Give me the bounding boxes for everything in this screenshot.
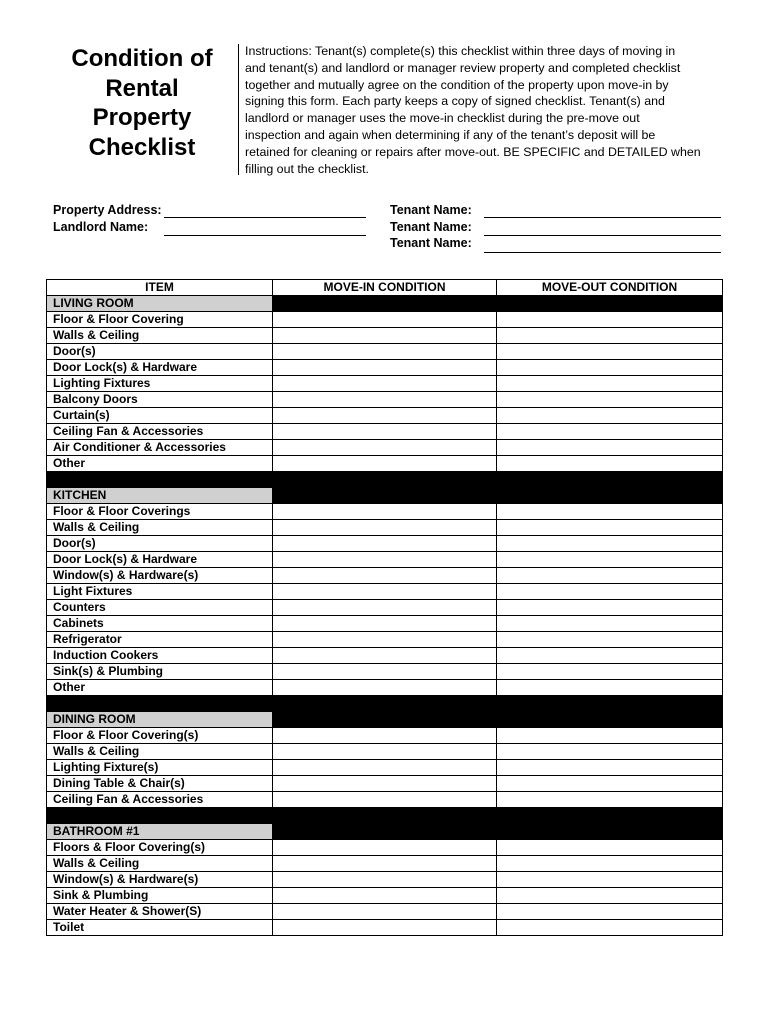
tenant-name-line-3[interactable] [484, 252, 721, 253]
move-in-condition-cell[interactable] [273, 727, 497, 743]
move-out-condition-cell[interactable] [497, 631, 723, 647]
tenant-name-label-3: Tenant Name: [390, 236, 472, 250]
landlord-name-line[interactable] [164, 235, 366, 236]
item-name: Other [47, 679, 273, 695]
section-header-fill [497, 487, 723, 503]
item-name: Induction Cookers [47, 647, 273, 663]
section-row-bathroom-1 [47, 823, 723, 839]
property-address-label: Property Address: [53, 203, 162, 217]
move-out-condition-cell[interactable] [497, 392, 723, 408]
table-row [47, 615, 723, 631]
landlord-name-label: Landlord Name: [53, 220, 149, 234]
section-header-fill [273, 823, 497, 839]
item-name: Floor & Floor Coverings [47, 503, 273, 519]
move-out-condition-cell[interactable] [497, 743, 723, 759]
section-spacer-row [47, 695, 723, 711]
move-in-condition-cell[interactable] [273, 791, 497, 807]
move-out-condition-cell[interactable] [497, 663, 723, 679]
item-name: Other [47, 456, 273, 472]
move-in-condition-cell[interactable] [273, 360, 497, 376]
table-row [47, 440, 723, 456]
move-in-condition-cell[interactable] [273, 871, 497, 887]
table-row [47, 887, 723, 903]
table-row [47, 871, 723, 887]
move-out-condition-cell[interactable] [497, 599, 723, 615]
table-row [47, 312, 723, 328]
table-row [47, 775, 723, 791]
move-out-condition-cell[interactable] [497, 519, 723, 535]
table-row [47, 424, 723, 440]
move-out-condition-cell[interactable] [497, 647, 723, 663]
move-out-condition-cell[interactable] [497, 440, 723, 456]
header-move-out-condition: MOVE-OUT CONDITION [497, 280, 723, 296]
instructions-text: Instructions: Tenant(s) complete(s) this checklist within three days of moving in and tenant(s) and landlord or manager review property and completed checklist together and mutually agree on the condition of the property upon move-in by signing this form. Each party keeps a copy of signed checklist. Tenant(s) and landlord or manager uses the move-in checklist during the pre-move out inspection and again when determining if any of the tenant’s deposit will be retained for cleaning or repairs after move-out. BE SPECIFIC and DETAILED when filling out the checklist. [245, 44, 701, 176]
move-in-condition-cell[interactable] [273, 743, 497, 759]
move-out-condition-cell[interactable] [497, 759, 723, 775]
item-name: Walls & Ceiling [47, 328, 273, 344]
move-in-condition-cell[interactable] [273, 392, 497, 408]
move-in-condition-cell[interactable] [273, 408, 497, 424]
tenant-name-line-2[interactable] [484, 235, 721, 236]
move-in-condition-cell[interactable] [273, 312, 497, 328]
table-row [47, 759, 723, 775]
spacer-cell [47, 695, 273, 711]
section-name: DINING ROOM [47, 711, 273, 727]
move-in-condition-cell[interactable] [273, 615, 497, 631]
item-name: Balcony Doors [47, 392, 273, 408]
header-move-in-condition: MOVE-IN CONDITION [273, 280, 497, 296]
item-name: Door(s) [47, 535, 273, 551]
move-in-condition-cell[interactable] [273, 344, 497, 360]
item-name: Floor & Floor Covering(s) [47, 727, 273, 743]
move-in-condition-cell[interactable] [273, 855, 497, 871]
move-out-condition-cell[interactable] [497, 855, 723, 871]
table-row [47, 663, 723, 679]
table-row [47, 328, 723, 344]
move-in-condition-cell[interactable] [273, 839, 497, 855]
item-name: Water Heater & Shower(S) [47, 903, 273, 919]
move-out-condition-cell[interactable] [497, 535, 723, 551]
move-in-condition-cell[interactable] [273, 535, 497, 551]
item-name: Light Fixtures [47, 583, 273, 599]
spacer-cell [497, 472, 723, 488]
item-name: Window(s) & Hardware(s) [47, 567, 273, 583]
tenant-name-label-1: Tenant Name: [390, 203, 472, 217]
item-name: Window(s) & Hardware(s) [47, 871, 273, 887]
move-out-condition-cell[interactable] [497, 791, 723, 807]
move-out-condition-cell[interactable] [497, 551, 723, 567]
item-name: Floor & Floor Covering [47, 312, 273, 328]
section-header-fill [273, 711, 497, 727]
move-out-condition-cell[interactable] [497, 919, 723, 935]
move-in-condition-cell[interactable] [273, 631, 497, 647]
table-row [47, 727, 723, 743]
table-row [47, 408, 723, 424]
move-out-condition-cell[interactable] [497, 312, 723, 328]
move-in-condition-cell[interactable] [273, 919, 497, 935]
move-in-condition-cell[interactable] [273, 551, 497, 567]
table-row [47, 743, 723, 759]
item-name: Lighting Fixture(s) [47, 759, 273, 775]
table-row [47, 791, 723, 807]
move-in-condition-cell[interactable] [273, 503, 497, 519]
section-header-fill [497, 823, 723, 839]
item-name: Walls & Ceiling [47, 855, 273, 871]
move-in-condition-cell[interactable] [273, 903, 497, 919]
move-out-condition-cell[interactable] [497, 567, 723, 583]
table-row [47, 919, 723, 935]
table-row [47, 535, 723, 551]
item-name: Lighting Fixtures [47, 376, 273, 392]
table-row [47, 647, 723, 663]
move-in-condition-cell[interactable] [273, 647, 497, 663]
move-in-condition-cell[interactable] [273, 663, 497, 679]
section-header-fill [497, 296, 723, 312]
item-name: Walls & Ceiling [47, 519, 273, 535]
move-out-condition-cell[interactable] [497, 328, 723, 344]
move-out-condition-cell[interactable] [497, 903, 723, 919]
table-row [47, 519, 723, 535]
item-name: Door(s) [47, 344, 273, 360]
table-row [47, 360, 723, 376]
item-name: Air Conditioner & Accessories [47, 440, 273, 456]
item-name: Ceiling Fan & Accessories [47, 424, 273, 440]
move-in-condition-cell[interactable] [273, 887, 497, 903]
section-spacer-row [47, 472, 723, 488]
move-out-condition-cell[interactable] [497, 775, 723, 791]
move-in-condition-cell[interactable] [273, 456, 497, 472]
table-row [47, 599, 723, 615]
item-name: Door Lock(s) & Hardware [47, 551, 273, 567]
tenant-name-label-2: Tenant Name: [390, 220, 472, 234]
move-out-condition-cell[interactable] [497, 583, 723, 599]
move-out-condition-cell[interactable] [497, 871, 723, 887]
move-out-condition-cell[interactable] [497, 360, 723, 376]
table-row [47, 679, 723, 695]
item-name: Door Lock(s) & Hardware [47, 360, 273, 376]
section-header-fill [273, 296, 497, 312]
table-row [47, 456, 723, 472]
item-name: Walls & Ceiling [47, 743, 273, 759]
item-name: Cabinets [47, 615, 273, 631]
section-spacer-row [47, 807, 723, 823]
move-out-condition-cell[interactable] [497, 679, 723, 695]
move-out-condition-cell[interactable] [497, 424, 723, 440]
item-name: Counters [47, 599, 273, 615]
move-out-condition-cell[interactable] [497, 615, 723, 631]
spacer-cell [497, 807, 723, 823]
spacer-cell [273, 695, 497, 711]
section-header-fill [273, 487, 497, 503]
spacer-cell [47, 807, 273, 823]
item-name: Refrigerator [47, 631, 273, 647]
table-row [47, 903, 723, 919]
move-out-condition-cell[interactable] [497, 887, 723, 903]
table-row [47, 855, 723, 871]
table-row [47, 567, 723, 583]
item-name: Sink & Plumbing [47, 887, 273, 903]
item-name: Ceiling Fan & Accessories [47, 791, 273, 807]
item-name: Floors & Floor Covering(s) [47, 839, 273, 855]
title-divider [238, 44, 239, 175]
table-row [47, 583, 723, 599]
move-in-condition-cell[interactable] [273, 440, 497, 456]
move-out-condition-cell[interactable] [497, 456, 723, 472]
move-in-condition-cell[interactable] [273, 519, 497, 535]
table-header-row [47, 280, 723, 296]
spacer-cell [497, 695, 723, 711]
table-row [47, 631, 723, 647]
move-out-condition-cell[interactable] [497, 344, 723, 360]
item-name: Sink(s) & Plumbing [47, 663, 273, 679]
spacer-cell [47, 472, 273, 488]
property-address-line[interactable] [164, 217, 366, 218]
spacer-cell [273, 472, 497, 488]
table-row [47, 376, 723, 392]
move-in-condition-cell[interactable] [273, 679, 497, 695]
move-out-condition-cell[interactable] [497, 839, 723, 855]
tenant-name-line-1[interactable] [484, 217, 721, 218]
table-row [47, 392, 723, 408]
table-row [47, 839, 723, 855]
table-row [47, 503, 723, 519]
section-name: KITCHEN [47, 487, 273, 503]
item-name: Dining Table & Chair(s) [47, 775, 273, 791]
move-in-condition-cell[interactable] [273, 599, 497, 615]
move-in-condition-cell[interactable] [273, 567, 497, 583]
move-in-condition-cell[interactable] [273, 583, 497, 599]
move-out-condition-cell[interactable] [497, 376, 723, 392]
item-name: Toilet [47, 919, 273, 935]
section-name: BATHROOM #1 [47, 823, 273, 839]
header-item: ITEM [47, 280, 273, 296]
move-out-condition-cell[interactable] [497, 727, 723, 743]
move-in-condition-cell[interactable] [273, 775, 497, 791]
section-row-living-room [47, 296, 723, 312]
move-out-condition-cell[interactable] [497, 503, 723, 519]
table-row [47, 551, 723, 567]
move-in-condition-cell[interactable] [273, 328, 497, 344]
spacer-cell [273, 807, 497, 823]
section-name: LIVING ROOM [47, 296, 273, 312]
page-title: Condition of Rental Property Checklist [71, 45, 213, 161]
section-row-kitchen [47, 487, 723, 503]
move-in-condition-cell[interactable] [273, 376, 497, 392]
condition-checklist-table [46, 279, 723, 936]
section-row-dining-room [47, 711, 723, 727]
move-out-condition-cell[interactable] [497, 408, 723, 424]
table-row [47, 344, 723, 360]
item-name: Curtain(s) [47, 408, 273, 424]
move-in-condition-cell[interactable] [273, 759, 497, 775]
section-header-fill [497, 711, 723, 727]
move-in-condition-cell[interactable] [273, 424, 497, 440]
